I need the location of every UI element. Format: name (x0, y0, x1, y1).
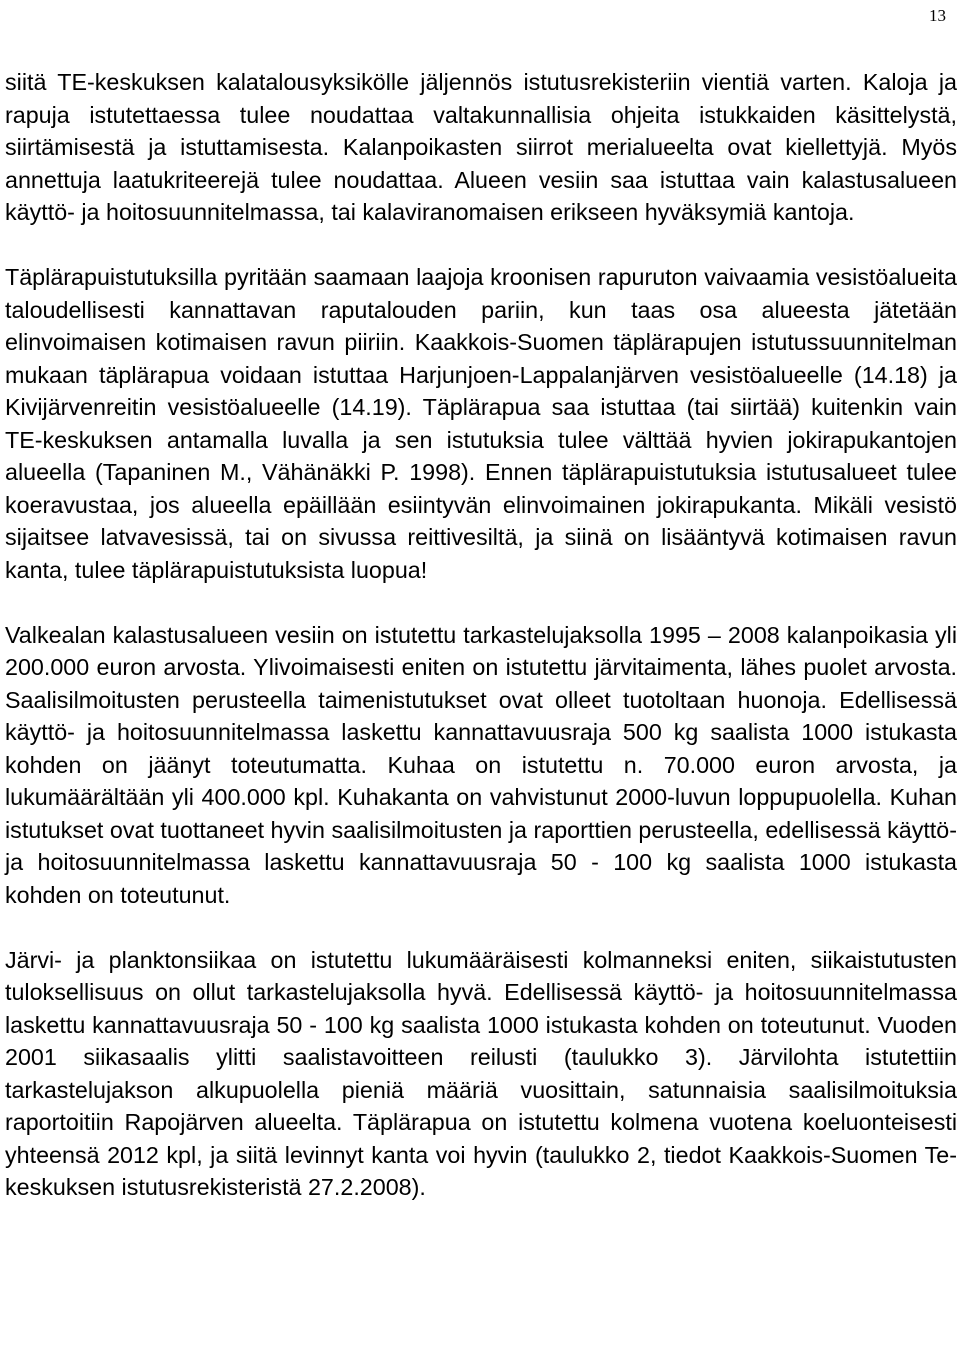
page-number: 13 (929, 6, 946, 25)
paragraph-signal-crayfish: Täplärapuistutuksilla pyritään saamaan laajoja kroonisen rapuruton vaivaamia vesistöalueita taloudellisesti kannattavan raputalouden pariin, kun taas osa alueesta jätetään elinvoimaisen kotimaisen ravun piiriin. Kaakkois-Suomen täplärapujen istutussuunnitelman mukaan täplärapua voidaan istuttaa Harjunjoen-Lappalanjärven vesistöalueelle (14.18) ja Kivijärvenreitin vesistöalueelle (14.19). Täplärapua saa istuttaa (tai siirtää) kuitenkin vain TE-keskuksen antamalla luvalla ja sen istutuksia tulee välttää hyvien jokirapukantojen alueella (Tapaninen M., Vähänäkki P. 1998). Ennen täplärapuistutuksia istutusalueet tulee koeravustaa, jos alueella epäillään esiintyvän elinvoimainen jokirapukanta. Mikäli vesistö sijaitsee latvavesissä, tai on sivussa reittivesiltä, ja siinä on lisääntyvä kotimaisen ravun kanta, tulee täplärapuistutuksista luopua! (5, 264, 957, 583)
paragraph-valkeala-stockings: Valkealan kalastusalueen vesiin on istutettu tarkastelujaksolla 1995 – 2008 kalanpoikasia yli 200.000 euron arvosta. Ylivoimaisesti eniten on istutettu järvitaimenta, lähes puolet arvosta. Saalisilmoitusten perusteella taimenistutukset ovat olleet tuotoltaan huonoja. Edellisessä käyttö- ja hoitosuunnitelmassa laskettu kannattavuusraja 500 kg saalista 1000 istukasta kohden on jäänyt toteutumatta. Kuhaa on istutettu n. 70.000 euron arvosta, ja lukumäärältään yli 400.000 kpl. Kuhakanta on vahvistunut 2000-luvun loppupuolella. Kuhan istutukset ovat tuottaneet hyvin saalisilmoitusten ja raporttien perusteella, edellisessä käyttö- ja hoitosuunnitelmassa laskettu kannattavuusraja 50 - 100 kg saalista 1000 istukasta kohden on toteutunut. (5, 621, 957, 908)
document-body (5, 66, 957, 1204)
paragraph-stocking-rules: siitä TE-keskuksen kalatalousyksikölle jäljennös istutusrekisteriin vientiä varten. Kaloja ja rapuja istutettaessa tulee noudattaa valtakunnallisia ohjeita istukkaiden käsittelystä, siirtämisestä ja istuttamisesta. Kalanpoikasten siirrot merialueelta ovat kiellettyjä. Myös annettuja laatukriteerejä tulee noudattaa. Alueen vesiin saa istuttaa vain kalastusalueen käyttö- ja hoitosuunnitelmassa, tai kalaviranomaisen erikseen hyväksymiä kantoja. (5, 69, 957, 225)
paragraph-whitefish-stockings: Järvi- ja planktonsiikaa on istutettu lukumääräisesti kolmanneksi eniten, siikaistutusten tuloksellisuus on ollut tarkastelujaksolla hyvä. Edellisessä käyttö- ja hoitosuunnitelmassa laskettu kannattavuusraja 50 - 100 kg saalista 1000 istukasta kohden on toteutunut. Vuoden 2001 siikasaalis ylitti saalistavoitteen reilusti (taulukko 3). Järvilohta istutettiin tarkastelujakson alkupuolella pieniä määriä vuosittain, satunnaisia saalisilmoituksia raportoitiin Rapojärven alueelta. Täplärapua on istutettu kolmena vuotena koeluonteisesti yhteensä 2012 kpl, ja siitä levinnyt kanta voi hyvin (taulukko 2, tiedot Kaakkois-Suomen Te-keskuksen istutusrekisteristä 27.2.2008). (5, 946, 957, 1200)
